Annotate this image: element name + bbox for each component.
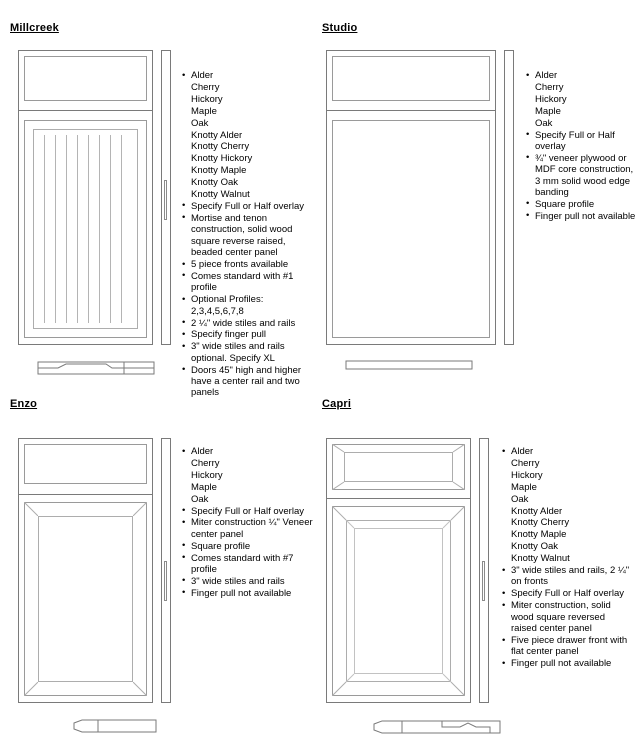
drawer-bevel-lines <box>332 444 465 490</box>
feature-item: Knotty Hickory <box>191 153 253 165</box>
miter-corner <box>24 502 38 516</box>
bead-line <box>88 135 89 323</box>
bead-line <box>77 135 78 323</box>
drawer-door-divider <box>18 494 153 495</box>
feature-item: • 5 piece fronts available <box>182 259 314 270</box>
door-style-panel-studio <box>322 22 636 370</box>
feature-item: Hickory <box>191 469 223 481</box>
door-edge-view <box>504 50 514 345</box>
feature-item: • Specify Full or Half overlay <box>502 588 632 599</box>
miter-corner <box>133 682 147 696</box>
feature-item: Knotty Maple <box>191 165 247 177</box>
bead-line <box>55 135 56 323</box>
drawer-front-panel <box>24 56 147 101</box>
feature-item: Hickory <box>511 469 543 481</box>
feature-item: • Comes standard with #7 profile <box>182 553 314 576</box>
feature-item: • Square profile <box>526 199 636 210</box>
bead-line <box>44 135 45 323</box>
bead-line <box>121 135 122 323</box>
feature-item: • Specify Full or Half overlay <box>182 201 314 212</box>
bead-line <box>99 135 100 323</box>
feature-list-enzo <box>182 446 314 600</box>
feature-item: • Miter construction ¼" Veneer center panel <box>182 517 314 540</box>
feature-items <box>182 70 314 399</box>
feature-item: Knotty Cherry <box>191 141 250 153</box>
feature-item: • Alder <box>182 446 314 457</box>
profile-cross-section <box>36 358 156 376</box>
feature-item: Oak <box>511 493 529 505</box>
feature-item: Knotty Alder <box>191 129 243 141</box>
bead-line <box>66 135 67 323</box>
profile-cross-section <box>344 358 474 372</box>
feature-item: Knotty Oak <box>511 541 558 553</box>
feature-item: Maple <box>191 481 217 493</box>
feature-list-capri <box>502 446 632 670</box>
feature-item: • Alder <box>502 446 632 457</box>
panel-title-enzo: Enzo <box>10 398 38 410</box>
panel-body-studio <box>322 40 636 370</box>
feature-item: Knotty Alder <box>511 505 563 517</box>
finger-pull-mark <box>164 561 167 601</box>
feature-item: • ¾" veneer plywood or MDF core construction, 3 mm solid wood edge banding <box>526 153 636 199</box>
feature-item: • 3" wide stiles and rails optional. Specify XL <box>182 341 314 364</box>
feature-item: Hickory <box>535 93 567 105</box>
feature-item: Cherry <box>191 81 220 93</box>
feature-item: Knotty Cherry <box>511 517 570 529</box>
feature-item: Maple <box>535 105 561 117</box>
feature-item: • Square profile <box>182 541 314 552</box>
panel-body-capri <box>322 416 632 746</box>
feature-items <box>182 446 314 599</box>
feature-item: Maple <box>511 481 537 493</box>
panel-title-capri: Capri <box>322 398 352 410</box>
profile-cross-section <box>372 716 502 736</box>
feature-item: • Mortise and tenon construction, solid wood square reverse raised, beaded center panel <box>182 213 314 259</box>
door-center-panel <box>38 516 133 682</box>
feature-list-millcreek <box>182 70 314 399</box>
feature-item: • Specify Full or Half overlay <box>526 130 636 153</box>
door-bevel-lines <box>332 506 465 696</box>
door-center-panel <box>33 129 138 329</box>
feature-item: • Finger pull not available <box>502 658 632 669</box>
feature-item: • Alder <box>526 70 636 81</box>
feature-item: Cherry <box>535 81 564 93</box>
door-slab-panel <box>332 120 490 338</box>
feature-item: Cherry <box>191 457 220 469</box>
drawer-front-panel <box>332 56 490 101</box>
panel-title-millcreek: Millcreek <box>10 22 59 34</box>
feature-item: • Specify Full or Half overlay <box>182 506 314 517</box>
drawer-door-divider <box>326 110 496 111</box>
feature-item: Maple <box>191 105 217 117</box>
drawer-door-divider <box>326 498 471 499</box>
feature-item: Oak <box>535 117 553 129</box>
feature-item: Knotty Walnut <box>191 189 250 201</box>
door-style-panel-capri <box>322 398 632 746</box>
feature-item: • Five piece drawer front with flat center panel <box>502 635 632 658</box>
profile-cross-section <box>68 716 158 734</box>
feature-items <box>526 70 636 222</box>
feature-item: • Finger pull not available <box>526 211 636 222</box>
feature-item: Hickory <box>191 93 223 105</box>
feature-list-studio <box>526 70 636 223</box>
miter-corner <box>24 682 38 696</box>
feature-item: • Alder <box>182 70 314 81</box>
feature-item: • 2 ¼" wide stiles and rails <box>182 318 314 329</box>
feature-item: Oak <box>191 493 209 505</box>
feature-item: Oak <box>191 117 209 129</box>
feature-item: • Miter construction, solid wood square reversed raised center panel <box>502 600 632 634</box>
panel-body-millcreek <box>10 40 315 399</box>
feature-item: • Finger pull not available <box>182 588 314 599</box>
finger-pull-mark <box>164 180 167 220</box>
feature-item: Cherry <box>511 457 540 469</box>
finger-pull-mark <box>482 561 485 601</box>
door-style-panel-enzo <box>10 398 315 746</box>
feature-item: • Doors 45" high and higher have a center rail and two panels <box>182 365 314 399</box>
drawer-front-panel <box>24 444 147 484</box>
feature-item: • Optional Profiles: 2,3,4,5,6,7,8 <box>182 294 314 317</box>
panel-title-studio: Studio <box>322 22 358 34</box>
feature-item: • 3" wide stiles and rails, 2 ¼" on fronts <box>502 565 632 588</box>
feature-items <box>502 446 632 670</box>
bead-line <box>110 135 111 323</box>
feature-item: Knotty Oak <box>191 177 238 189</box>
feature-item: • Specify finger pull <box>182 329 314 340</box>
miter-corner <box>133 502 147 516</box>
feature-item: Knotty Maple <box>511 529 567 541</box>
panel-body-enzo <box>10 416 315 746</box>
feature-item: • 3" wide stiles and rails <box>182 576 314 587</box>
drawer-door-divider <box>18 110 153 111</box>
door-style-panel-millcreek <box>10 22 315 399</box>
feature-item: Knotty Walnut <box>511 553 570 565</box>
feature-item: • Comes standard with #1 profile <box>182 271 314 294</box>
